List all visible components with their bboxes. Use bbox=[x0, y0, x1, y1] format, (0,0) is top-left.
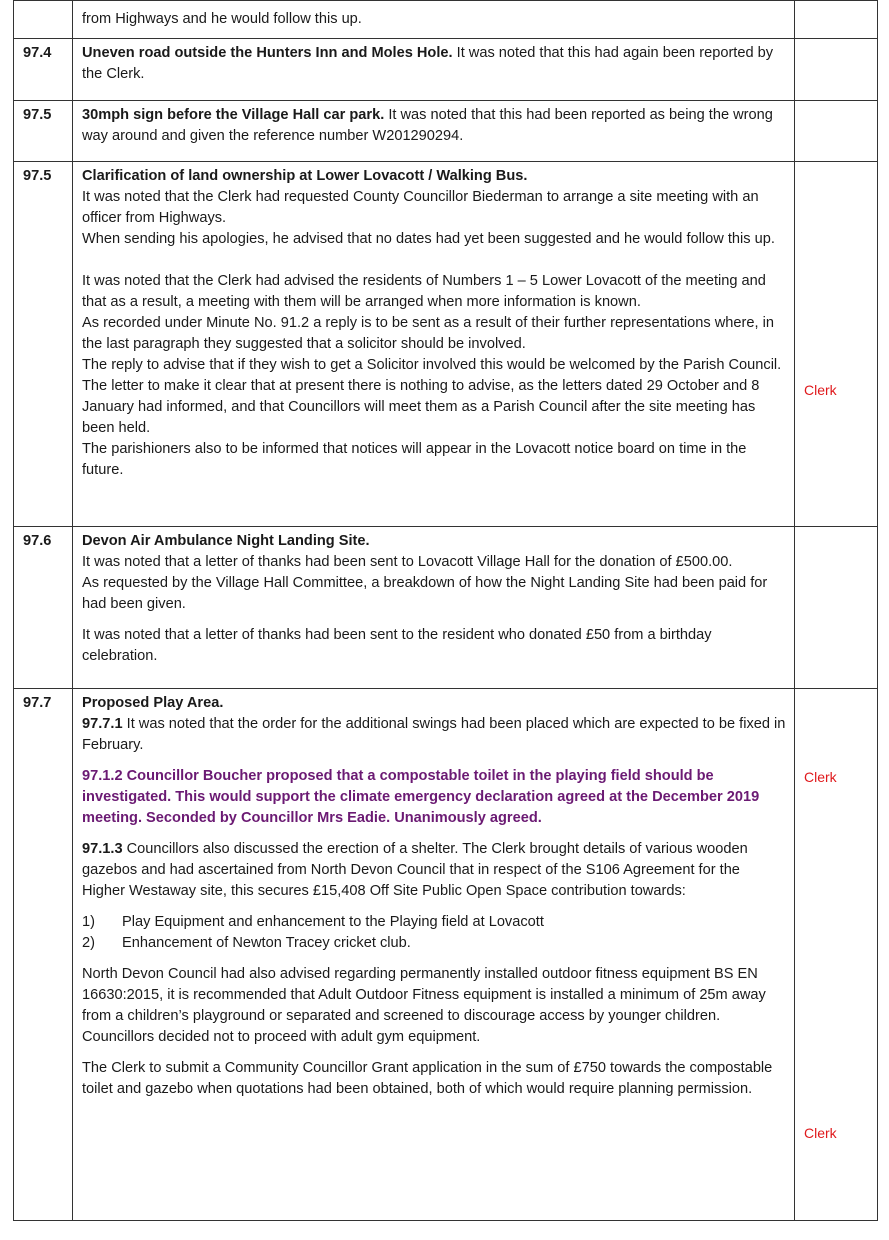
minute-text: It was noted that this had been reported as being the wrong way around and given the reference number W201290294. bbox=[82, 107, 773, 144]
action-owner: Clerk bbox=[804, 769, 837, 785]
action-owner: Clerk bbox=[804, 382, 837, 398]
list-item bbox=[82, 912, 786, 933]
list-item-number: 2) bbox=[82, 935, 95, 951]
minute-text: It was noted that a letter of thanks had been sent to the resident who donated £50 from a birthday celebration. bbox=[82, 627, 712, 664]
minute-text: The parishioners also to be informed that notices will appear in the Lovacott notice board on time in the future. bbox=[82, 441, 747, 478]
table-row bbox=[14, 689, 878, 1221]
minute-title: Uneven road outside the Hunters Inn and Moles Hole. bbox=[82, 45, 453, 61]
minute-text: The Clerk to submit a Community Councillor Grant application in the sum of £750 towards the compostable toilet and gazebo when quotations had been obtained, both of which would require planning permission. bbox=[82, 1060, 773, 1097]
minute-title: Devon Air Ambulance Night Landing Site. bbox=[82, 533, 370, 549]
table-row bbox=[14, 101, 878, 162]
minute-number: 97.5 bbox=[14, 162, 73, 527]
minute-body bbox=[73, 162, 795, 527]
minute-number: 97.5 bbox=[14, 101, 73, 162]
minute-body bbox=[73, 39, 795, 101]
minute-body bbox=[73, 1, 795, 39]
minute-text: The reply to advise that if they wish to get a Solicitor involved this would be welcomed by the Parish Council. The letter to make it clear that at present there is nothing to advise, as the letters dated 29 October and 8 January had informed, and that Councillors will meet them as a Parish Council after the site meeting has been held. bbox=[82, 357, 782, 436]
sub-minute-number: 97.7.1 bbox=[82, 716, 123, 732]
minute-text: It was noted that the Clerk had requested County Councillor Biederman to arrange a site meeting with an officer from Highways. bbox=[82, 189, 759, 226]
table-row bbox=[14, 39, 878, 101]
minute-text: It was noted that a letter of thanks had been sent to Lovacott Village Hall for the donation of £500.00. bbox=[82, 554, 733, 570]
table-row bbox=[14, 527, 878, 689]
minute-number: 97.4 bbox=[14, 39, 73, 101]
action-cell bbox=[795, 527, 878, 689]
table-row bbox=[14, 1, 878, 39]
minutes-table bbox=[13, 0, 878, 1221]
minute-text: When sending his apologies, he advised that no dates had yet been suggested and he would follow this up. bbox=[82, 231, 775, 247]
minute-body bbox=[73, 101, 795, 162]
action-owner: Clerk bbox=[804, 1125, 837, 1141]
minute-title: 30mph sign before the Village Hall car park. bbox=[82, 107, 385, 123]
list-item bbox=[82, 933, 786, 954]
minute-body bbox=[73, 527, 795, 689]
action-cell bbox=[795, 162, 878, 527]
resolution-text: 97.1.2 Councillor Boucher proposed that a compostable toilet in the playing field should be investigated. This would support the climate emergency declaration agreed at the December 2019 meeting. Seconded by Councillor Mrs Eadie. Unanimously agreed. bbox=[82, 768, 760, 826]
minute-body bbox=[73, 689, 795, 1221]
minute-number: 97.6 bbox=[14, 527, 73, 689]
action-cell bbox=[795, 101, 878, 162]
numbered-list bbox=[82, 912, 786, 954]
minute-text: North Devon Council had also advised regarding permanently installed outdoor fitness equipment BS EN 16630:2015, it is recommended that Adult Outdoor Fitness equipment is installed a minimum of 25m away from a children’s playground or separated and screened to discourage access by younger children. bbox=[82, 966, 766, 1024]
minute-number bbox=[14, 1, 73, 39]
minute-text: It was noted that the order for the additional swings had been placed which are expected to be fixed in February. bbox=[82, 716, 786, 753]
minute-text: It was noted that this had again been reported by the Clerk. bbox=[82, 45, 774, 82]
minute-text: from Highways and he would follow this up. bbox=[82, 11, 362, 27]
minute-title: Clarification of land ownership at Lower Lovacott / Walking Bus. bbox=[82, 168, 528, 184]
action-cell bbox=[795, 39, 878, 101]
list-item-text: Play Equipment and enhancement to the Playing field at Lovacott bbox=[122, 914, 544, 930]
minute-number: 97.7 bbox=[14, 689, 73, 1221]
table-row bbox=[14, 162, 878, 527]
sub-minute-number: 97.1.3 bbox=[82, 841, 123, 857]
minute-text: Councillors decided not to proceed with adult gym equipment. bbox=[82, 1029, 481, 1045]
minute-text: As requested by the Village Hall Committee, a breakdown of how the Night Landing Site had been paid for had been given. bbox=[82, 575, 768, 612]
list-item-number: 1) bbox=[82, 914, 95, 930]
minute-title: Proposed Play Area. bbox=[82, 695, 224, 711]
list-item-text: Enhancement of Newton Tracey cricket club. bbox=[122, 935, 411, 951]
action-cell bbox=[795, 1, 878, 39]
minute-text: Councillors also discussed the erection of a shelter. The Clerk brought details of various wooden gazebos and had ascertained from North Devon Council that in respect of the S106 Agreement for the Higher Westaway site, this secures £15,408 Off Site Public Open Space contribution towards: bbox=[82, 841, 748, 899]
minute-text: It was noted that the Clerk had advised the residents of Numbers 1 – 5 Lower Lovacott of the meeting and that as a result, a meeting with them will be arranged when more information is known. bbox=[82, 273, 766, 310]
action-cell bbox=[795, 689, 878, 1221]
minute-text: As recorded under Minute No. 91.2 a reply is to be sent as a result of their further representations where, in the last paragraph they suggested that a solicitor should be involved. bbox=[82, 315, 774, 352]
